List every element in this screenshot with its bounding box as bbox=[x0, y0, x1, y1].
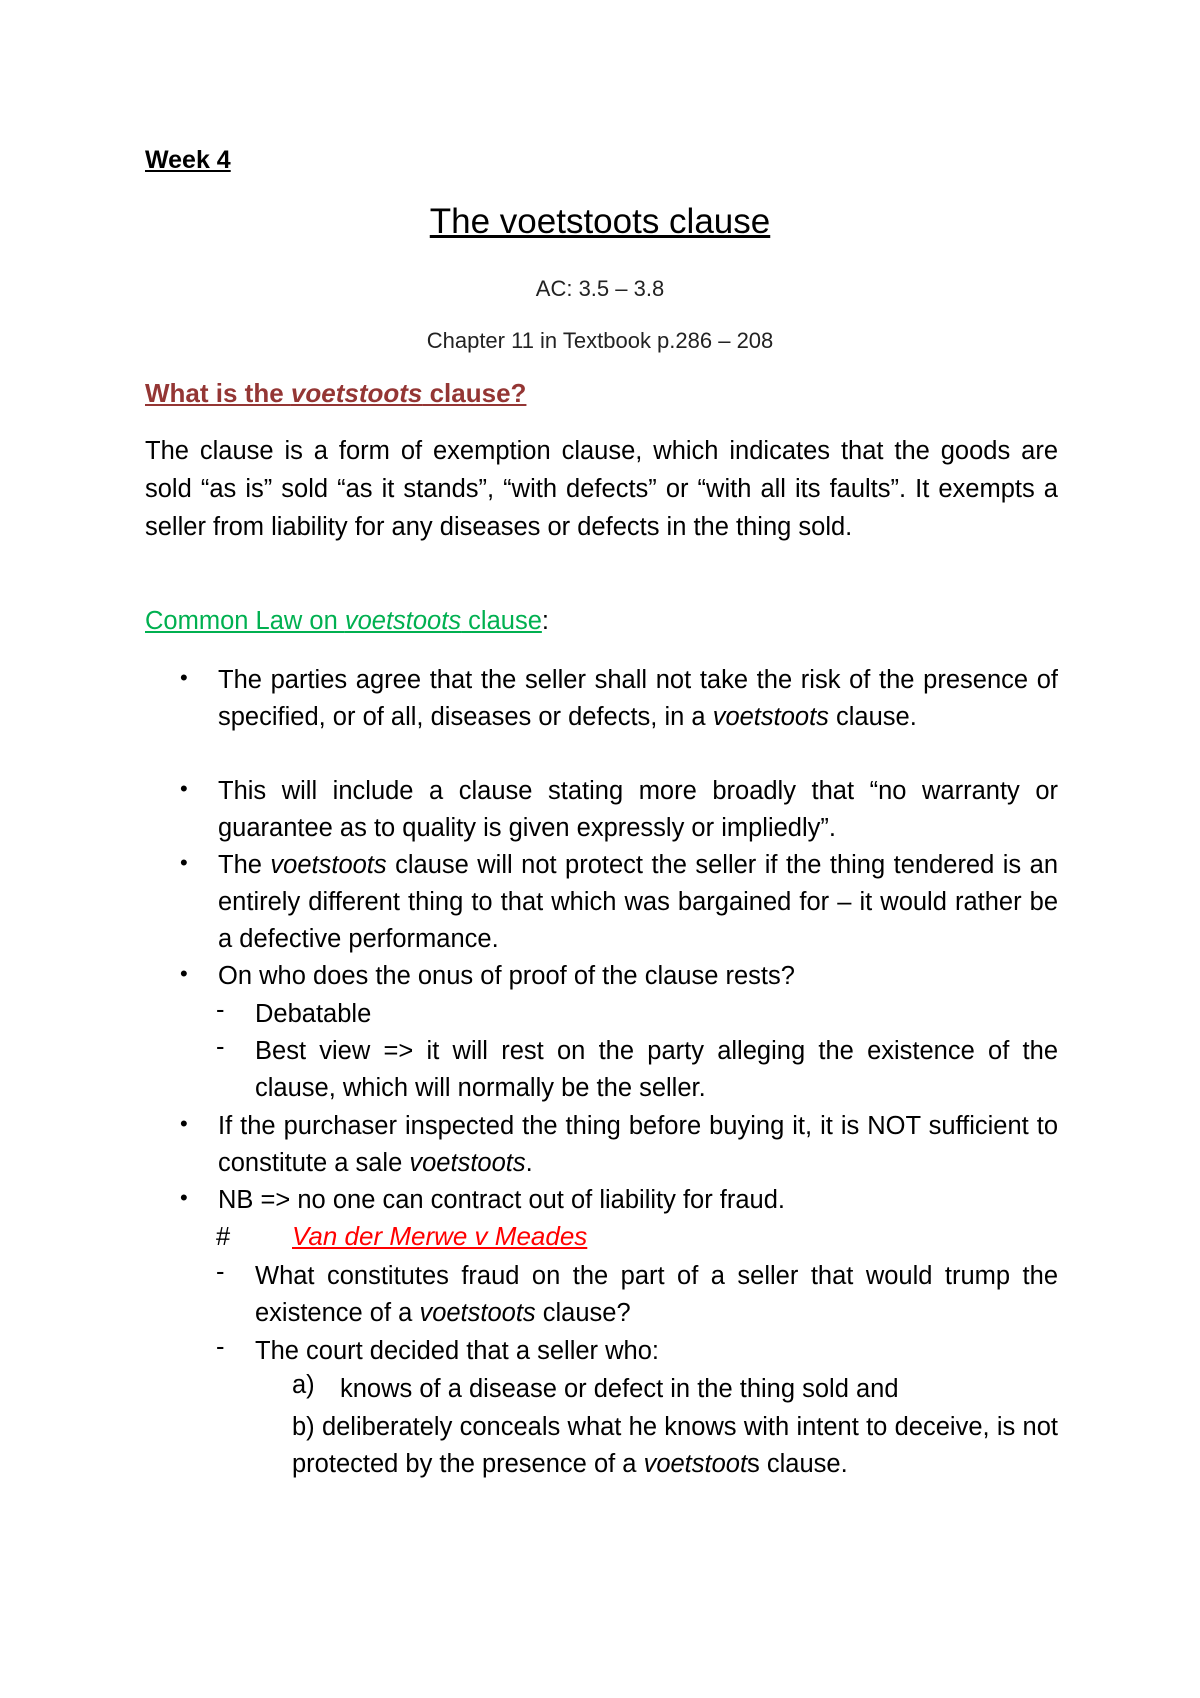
dash-icon: - bbox=[216, 1258, 225, 1286]
heading-italic-term: voetstoots bbox=[344, 607, 462, 635]
heading-italic-term: voetstoots bbox=[290, 378, 423, 408]
italic-term: voetstoot bbox=[643, 1450, 748, 1478]
sub-item-court-decided: The court decided that a seller who: bbox=[255, 1337, 659, 1365]
text-part: The parties agree that the seller shall not take the risk of the presence of specified, or of all, diseases or defects, in a bbox=[218, 666, 1058, 731]
list-item-bullet-3 bbox=[218, 847, 1058, 958]
sub-item-best-view: Best view => it will rest on the party alleging the existence of the clause, which will normally be the seller. bbox=[255, 1037, 1058, 1102]
dash-icon: - bbox=[216, 1333, 225, 1361]
text-part: s clause. bbox=[747, 1450, 848, 1478]
section-heading-common-law bbox=[145, 607, 549, 636]
sub-item-debatable: Debatable bbox=[255, 1000, 372, 1028]
heading-part: What is the bbox=[145, 378, 291, 408]
bullet-icon: • bbox=[180, 776, 188, 801]
heading-part: clause? bbox=[422, 378, 527, 408]
text-part: b) deliberately conceals what he knows with intent to deceive, is not protected by the presence of a bbox=[292, 1413, 1058, 1478]
section-heading-what-is bbox=[145, 378, 526, 409]
text-part: . bbox=[525, 1149, 533, 1177]
text-part: The bbox=[218, 851, 271, 879]
sub-item-b bbox=[292, 1409, 1058, 1483]
dash-icon: - bbox=[216, 996, 225, 1024]
bullet-icon: • bbox=[180, 665, 188, 690]
sub-label-a: a) bbox=[292, 1371, 315, 1399]
list-item-bullet-1 bbox=[218, 662, 1058, 736]
chapter-reference: Chapter 11 in Textbook p.286 – 208 bbox=[426, 328, 774, 353]
sub-item-fraud-question bbox=[255, 1258, 1058, 1332]
text-part: clause will not protect the seller if the thing tendered is an entirely different thing to that which was bargained for – it would rather be a defective performance. bbox=[218, 851, 1058, 953]
italic-term: voetstoots bbox=[712, 703, 829, 731]
italic-term: voetstoots bbox=[409, 1149, 526, 1177]
assessment-criteria: AC: 3.5 – 3.8 bbox=[535, 276, 665, 301]
heading-colon: : bbox=[541, 607, 549, 635]
hash-marker: # bbox=[216, 1223, 231, 1251]
heading-part: clause bbox=[461, 607, 542, 635]
case-name: Van der Merwe v Meades bbox=[292, 1221, 588, 1251]
bullet-icon: • bbox=[180, 850, 188, 875]
text-part: clause? bbox=[535, 1299, 631, 1327]
intro-paragraph: The clause is a form of exemption clause, which indicates that the goods are sold “as is” sold “as it stands”, “with defects” or “with all its faults”. It exempts a seller from liability for any diseases or defects in the thing sold. bbox=[145, 437, 1058, 541]
text-part: clause. bbox=[828, 703, 917, 731]
bullet-icon: • bbox=[180, 1185, 188, 1210]
list-item-bullet-4: On who does the onus of proof of the clause rests? bbox=[218, 962, 795, 990]
list-item-bullet-5 bbox=[218, 1108, 1058, 1182]
page-title: The voetstoots clause bbox=[429, 202, 771, 241]
list-item-bullet-2: This will include a clause stating more broadly that “no warranty or guarantee as to quality is given expressly or impliedly”. bbox=[218, 777, 1058, 842]
text-part: If the purchaser inspected the thing before buying it, it is NOT sufficient to constitute a sale bbox=[218, 1112, 1058, 1177]
week-label: Week 4 bbox=[145, 146, 231, 174]
bullet-icon: • bbox=[180, 961, 188, 986]
list-item-bullet-6: NB => no one can contract out of liability for fraud. bbox=[218, 1186, 785, 1214]
italic-term: voetstoots bbox=[419, 1299, 536, 1327]
dash-icon: - bbox=[216, 1033, 225, 1061]
heading-part: Common Law on bbox=[145, 607, 345, 635]
sub-item-a: knows of a disease or defect in the thing sold and bbox=[340, 1375, 899, 1403]
italic-term: voetstoots bbox=[270, 851, 387, 879]
text-part: What constitutes fraud on the part of a seller that would trump the existence of a bbox=[255, 1262, 1058, 1327]
bullet-icon: • bbox=[180, 1111, 188, 1136]
